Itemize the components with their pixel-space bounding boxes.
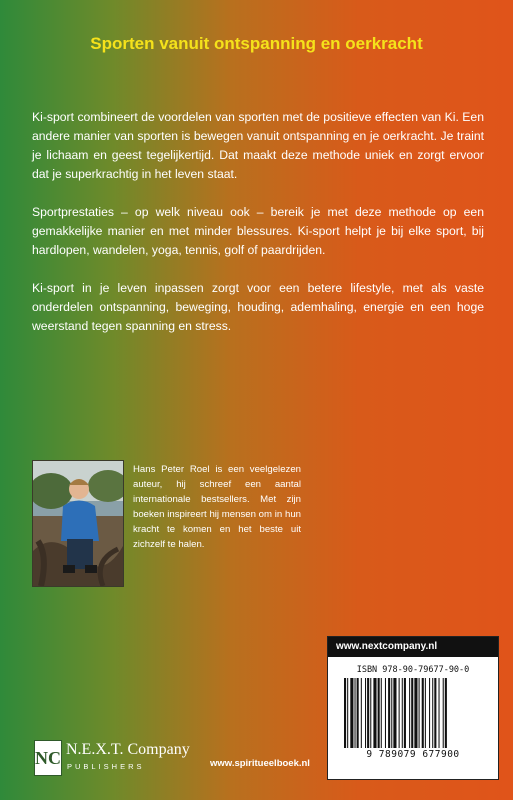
barcode-bar [370,678,371,748]
barcode-bar [445,678,447,748]
publisher-tagline: PUBLISHERS [67,762,145,771]
barcode-bar [409,678,410,748]
barcode-bar [404,678,406,748]
barcode-bar [350,678,353,748]
barcode-bar [344,678,346,748]
barcode-bar [429,678,430,748]
barcode-icon [338,678,488,748]
barcode-bar [414,678,417,748]
barcode-bar [357,678,359,748]
barcode-bar [355,678,356,748]
publisher-name: N.E.X.T. Company [66,741,190,758]
author-photo [32,460,124,587]
barcode-bar [361,678,362,748]
barcode-bar [393,678,396,748]
barcode-bar [365,678,366,748]
barcode-panel [327,636,499,780]
barcode-bar [381,678,382,748]
publisher-logo-mark: NC [34,740,62,776]
barcode-bar [399,678,400,748]
blurb-paragraph: Ki-sport combineert de voordelen van sporten met de positieve effecten van Ki. Een andere manier van sporten is bewegen vanuit ontspanning en je oerkracht. Je traint je lichaam en geest tegelijkertijd. Dat maakt deze methode uniek en zorgt ervoor dat je superkrachtig in het leven staat. [32,110,484,181]
ean-number: 9 789079 677900 [366,749,460,760]
blurb-text [32,108,484,355]
barcode-bar [391,678,392,748]
barcode-bar [388,678,390,748]
barcode-bar [385,678,386,748]
barcode-bar [443,678,444,748]
isbn-number: ISBN 978-90-79677-90-0 [356,665,470,675]
barcode-bar [367,678,369,748]
publisher-website: www.spiritueelboek.nl [210,758,310,769]
barcode-bar [422,678,424,748]
barcode-bar [378,678,380,748]
author-photo-image [33,461,123,586]
publisher-logo [34,740,194,780]
barcode-bar [402,678,403,748]
barcode-bar [373,678,376,748]
publisher-url: www.nextcompany.nl [328,637,498,657]
barcode-bar [411,678,413,748]
blurb-paragraph: Ki-sport in je leven inpassen zorgt voor een betere lifestyle, met als vaste onderdelen ontspanning, beweging, houding, ademhaling, energie en een hoge weerstand tegen spanning en stress. [32,281,484,333]
barcode-bar [432,678,433,748]
barcode-bar [439,678,440,748]
blurb-paragraph: Sportprestaties – op welk niveau ook – bereik je met deze methode op een gemakkelijke manier en met minder blessures. Ki-sport helpt je bij elke sport, bij hardlopen, wandelen, yoga, tennis, golf of paardrijden. [32,205,484,257]
author-bio: Hans Peter Roel is een veelgelezen auteur, hij schreef een aantal internationale bestsellers. Met zijn boeken inspireert hij mensen om in hun kracht te komen en het beste uit zichzelf te halen. [133,464,301,550]
back-cover-title: Sporten vanuit ontspanning en oerkracht [90,34,423,53]
barcode-bar [434,678,436,748]
barcode-bar [419,678,420,748]
barcode-bar [425,678,426,748]
barcode-bar [347,678,348,748]
